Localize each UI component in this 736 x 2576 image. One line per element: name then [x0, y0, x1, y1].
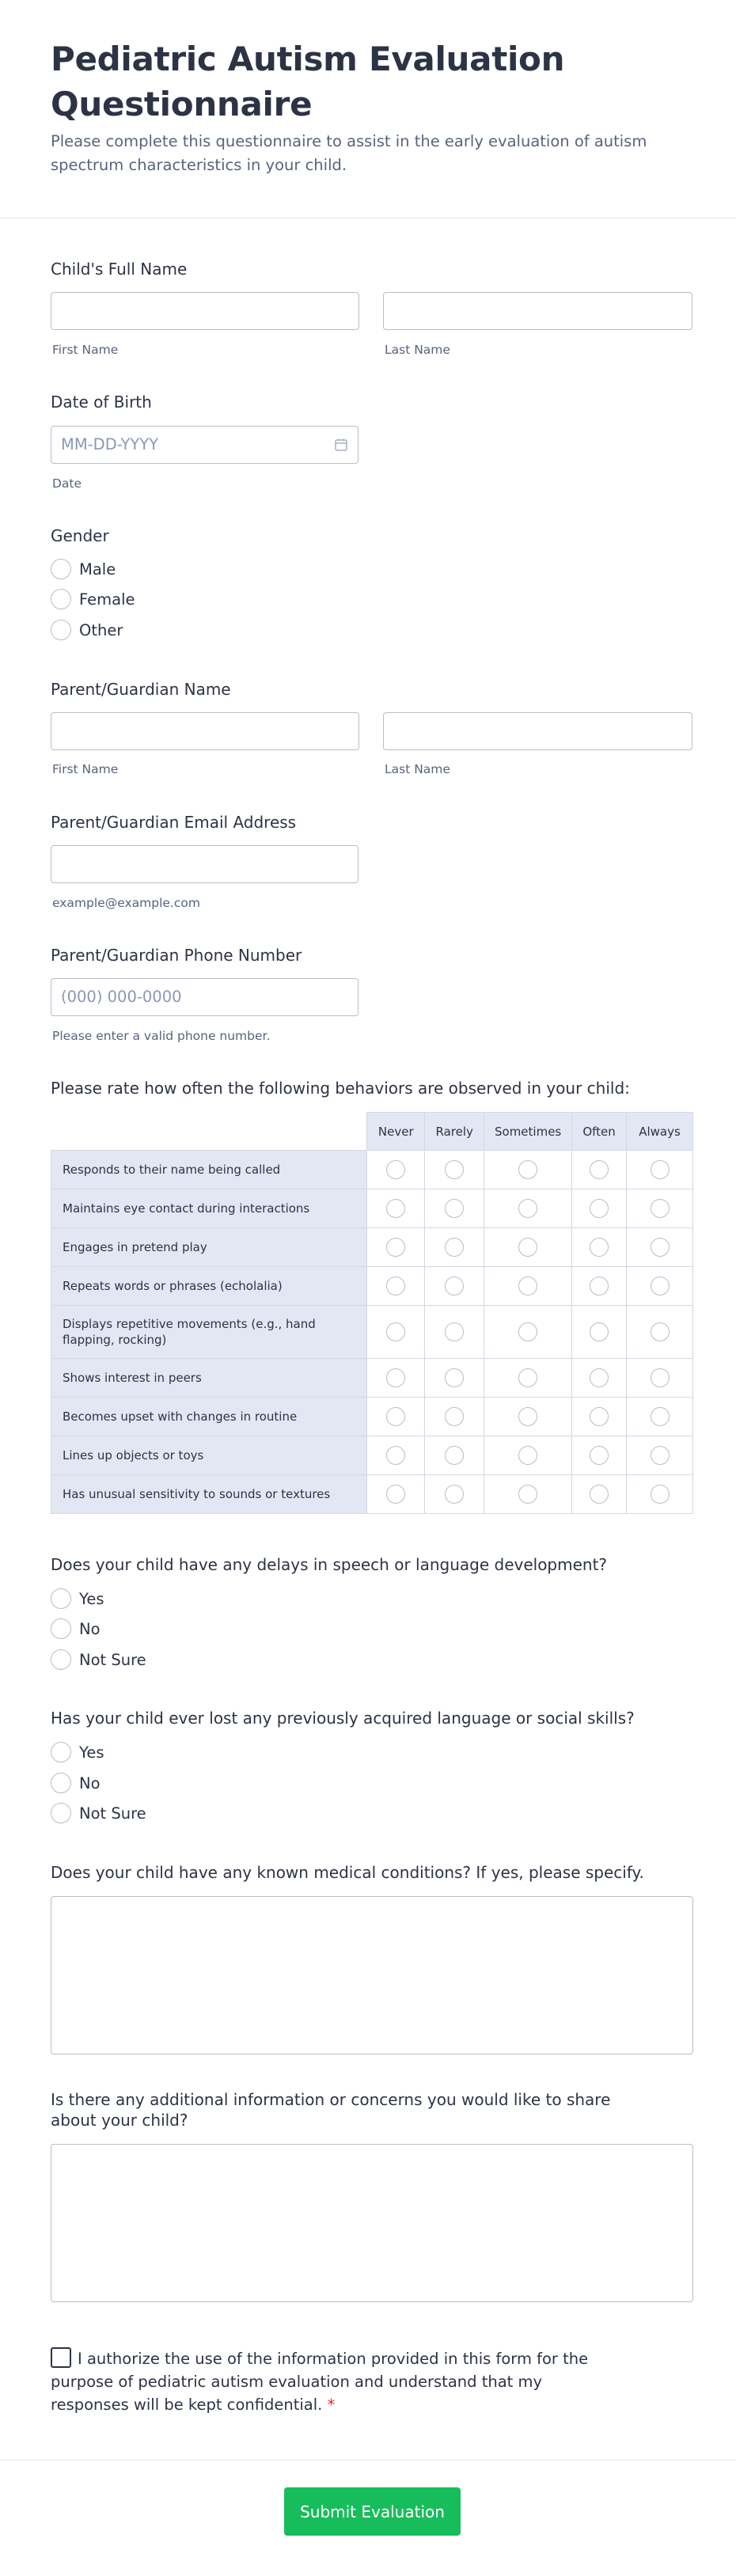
matrix-cell: [484, 1228, 572, 1267]
matrix-radio-button[interactable]: [590, 1238, 609, 1257]
matrix-radio-button[interactable]: [386, 1277, 405, 1296]
matrix-row-label: Shows interest in peers: [51, 1359, 367, 1398]
matrix-cell: [572, 1398, 627, 1436]
matrix-cell: [627, 1475, 693, 1514]
matrix-radio-button[interactable]: [651, 1407, 670, 1426]
child-last-name-input[interactable]: [383, 292, 692, 330]
matrix-row: [51, 1475, 693, 1514]
matrix-cell: [425, 1228, 484, 1267]
matrix-radio-button[interactable]: [386, 1322, 405, 1341]
guardian-email-input[interactable]: [51, 845, 359, 883]
child-first-name-sublabel: First Name: [52, 343, 119, 357]
matrix-cell: [627, 1359, 693, 1398]
matrix-row: [51, 1359, 693, 1398]
matrix-radio-button[interactable]: [445, 1322, 464, 1341]
guardian-first-name-sublabel: First Name: [52, 762, 119, 776]
matrix-row: [51, 1228, 693, 1267]
matrix-cell: [572, 1267, 627, 1306]
matrix-radio-button[interactable]: [445, 1277, 464, 1296]
matrix-cell: [627, 1228, 693, 1267]
consent-row: [51, 2347, 605, 2416]
matrix-col-never: Never: [367, 1113, 425, 1151]
matrix-cell: [572, 1189, 627, 1228]
matrix-radio-button[interactable]: [518, 1277, 537, 1296]
child-name-label: Child's Full Name: [51, 260, 188, 279]
matrix-cell: [572, 1359, 627, 1398]
matrix-cell: [627, 1189, 693, 1228]
matrix-cell: [484, 1398, 572, 1436]
matrix-row-label: Lines up objects or toys: [51, 1436, 367, 1475]
matrix-cell: [367, 1151, 425, 1189]
matrix-radio-button[interactable]: [590, 1199, 609, 1218]
matrix-radio-button[interactable]: [518, 1485, 537, 1504]
radio-button[interactable]: [51, 1649, 71, 1670]
matrix-col-rarely: Rarely: [425, 1113, 484, 1151]
medical-conditions-textarea[interactable]: [51, 1896, 693, 2054]
matrix-cell: [425, 1267, 484, 1306]
matrix-row-label: Responds to their name being called: [51, 1151, 367, 1189]
matrix-radio-button[interactable]: [651, 1446, 670, 1465]
page-description: Please complete this questionnaire to assist in the early evaluation of autism spectrum characteristics in your child.: [51, 132, 647, 174]
matrix-cell: [367, 1475, 425, 1514]
matrix-cell: [627, 1151, 693, 1189]
dob-label: Date of Birth: [51, 393, 152, 412]
matrix-cell: [572, 1436, 627, 1475]
matrix-cell: [425, 1151, 484, 1189]
consent-text: I authorize the use of the information provided in this form for the purpose of pediatric autism evaluation and understand that my responses will be kept confidential.: [51, 2350, 589, 2414]
matrix-cell: [425, 1359, 484, 1398]
matrix-radio-button[interactable]: [518, 1160, 537, 1179]
matrix-col-sometimes: Sometimes: [484, 1113, 572, 1151]
matrix-cell: [425, 1475, 484, 1514]
matrix-radio-button[interactable]: [445, 1485, 464, 1504]
matrix-radio-button[interactable]: [590, 1277, 609, 1296]
gender-label: Gender: [51, 526, 109, 545]
matrix-row: [51, 1398, 693, 1436]
matrix-cell: [484, 1359, 572, 1398]
child-first-name-input[interactable]: [51, 292, 359, 330]
matrix-cell: [367, 1436, 425, 1475]
matrix-corner: [51, 1113, 367, 1151]
matrix-radio-button[interactable]: [651, 1368, 670, 1387]
matrix-radio-button[interactable]: [590, 1322, 609, 1341]
matrix-cell: [627, 1436, 693, 1475]
matrix-radio-button[interactable]: [386, 1368, 405, 1387]
matrix-row: [51, 1306, 693, 1359]
behavior-matrix-label: Please rate how often the following behaviors are observed in your child:: [51, 1079, 630, 1098]
matrix-radio-button[interactable]: [651, 1160, 670, 1179]
radio-button[interactable]: [51, 1618, 71, 1639]
matrix-radio-button[interactable]: [518, 1446, 537, 1465]
medical-conditions-label: Does your child have any known medical conditions? If yes, please specify.: [51, 1863, 644, 1882]
matrix-cell: [367, 1267, 425, 1306]
additional-info-label: Is there any additional information or concerns you would like to share about your child?: [51, 2090, 611, 2130]
lost-skills-option-no[interactable]: No: [51, 1772, 101, 1794]
matrix-cell: [627, 1398, 693, 1436]
gender-option-female[interactable]: Female: [51, 588, 135, 610]
radio-button[interactable]: [51, 1742, 71, 1762]
matrix-cell: [484, 1267, 572, 1306]
matrix-radio-button[interactable]: [651, 1199, 670, 1218]
matrix-row-label: Has unusual sensitivity to sounds or textures: [51, 1475, 367, 1514]
matrix-row: [51, 1189, 693, 1228]
matrix-cell: [572, 1228, 627, 1267]
dob-input[interactable]: [51, 426, 359, 464]
matrix-col-often: Often: [572, 1113, 627, 1151]
matrix-radio-button[interactable]: [386, 1199, 405, 1218]
lost-skills-label: Has your child ever lost any previously acquired language or social skills?: [51, 1709, 635, 1728]
additional-info-textarea[interactable]: [51, 2144, 693, 2302]
matrix-row: [51, 1267, 693, 1306]
matrix-radio-button[interactable]: [445, 1199, 464, 1218]
matrix-cell: [367, 1306, 425, 1359]
radio-button[interactable]: [51, 1803, 71, 1823]
matrix-radio-button[interactable]: [518, 1322, 537, 1341]
matrix-radio-button[interactable]: [651, 1277, 670, 1296]
matrix-radio-button[interactable]: [590, 1160, 609, 1179]
guardian-phone-input[interactable]: [51, 978, 359, 1016]
guardian-phone-label: Parent/Guardian Phone Number: [51, 946, 302, 965]
matrix-radio-button[interactable]: [445, 1446, 464, 1465]
guardian-email-sublabel: example@example.com: [52, 896, 200, 910]
lost-skills-option-yes[interactable]: Yes: [51, 1741, 104, 1763]
radio-button[interactable]: [51, 1588, 71, 1609]
matrix-cell: [627, 1306, 693, 1359]
speech-delay-option-yes[interactable]: Yes: [51, 1588, 104, 1610]
matrix-row-label: Repeats words or phrases (echolalia): [51, 1267, 367, 1306]
radio-button[interactable]: [51, 620, 71, 640]
matrix-cell: [484, 1151, 572, 1189]
dob-sublabel: Date: [52, 476, 82, 491]
matrix-cell: [367, 1189, 425, 1228]
matrix-radio-button[interactable]: [386, 1407, 405, 1426]
matrix-radio-button[interactable]: [590, 1485, 609, 1504]
matrix-row-label: Displays repetitive movements (e.g., hand flapping, rocking): [51, 1306, 367, 1359]
radio-button[interactable]: [51, 1773, 71, 1793]
guardian-last-name-input[interactable]: [383, 712, 692, 750]
matrix-cell: [425, 1436, 484, 1475]
dob-placeholder: MM-DD-YYYY: [61, 435, 159, 453]
matrix-radio-button[interactable]: [445, 1160, 464, 1179]
matrix-cell: [425, 1306, 484, 1359]
guardian-email-label: Parent/Guardian Email Address: [51, 813, 297, 832]
matrix-cell: [367, 1398, 425, 1436]
matrix-cell: [484, 1189, 572, 1228]
speech-delay-option-no[interactable]: No: [51, 1618, 101, 1640]
matrix-row-label: Becomes upset with changes in routine: [51, 1398, 367, 1436]
matrix-radio-button[interactable]: [518, 1199, 537, 1218]
matrix-row: [51, 1151, 693, 1189]
matrix-radio-button[interactable]: [651, 1238, 670, 1257]
matrix-row-label: Engages in pretend play: [51, 1228, 367, 1267]
radio-button[interactable]: [51, 589, 71, 609]
matrix-radio-button[interactable]: [518, 1238, 537, 1257]
matrix-radio-button[interactable]: [386, 1485, 405, 1504]
matrix-cell: [425, 1189, 484, 1228]
matrix-cell: [572, 1475, 627, 1514]
matrix-radio-button[interactable]: [445, 1407, 464, 1426]
page-title: Pediatric Autism Evaluation Questionnaire: [51, 40, 565, 123]
guardian-phone-sublabel: Please enter a valid phone number.: [52, 1029, 271, 1043]
gender-option-other[interactable]: Other: [51, 619, 123, 641]
matrix-radio-button[interactable]: [651, 1322, 670, 1341]
matrix-cell: [425, 1398, 484, 1436]
gender-option-male[interactable]: Male: [51, 558, 116, 580]
matrix-cell: [484, 1436, 572, 1475]
matrix-radio-button[interactable]: [386, 1446, 405, 1465]
matrix-radio-button[interactable]: [386, 1238, 405, 1257]
child-last-name-sublabel: Last Name: [385, 343, 450, 357]
matrix-radio-button[interactable]: [386, 1160, 405, 1179]
guardian-name-label: Parent/Guardian Name: [51, 680, 231, 699]
matrix-radio-button[interactable]: [445, 1368, 464, 1387]
matrix-radio-button[interactable]: [651, 1485, 670, 1504]
calendar-icon[interactable]: [334, 438, 348, 452]
form-header: [0, 0, 736, 218]
phone-placeholder: (000) 000-0000: [61, 988, 182, 1006]
matrix-row-label: Maintains eye contact during interactions: [51, 1189, 367, 1228]
matrix-radio-button[interactable]: [590, 1368, 609, 1387]
matrix-col-always: Always: [627, 1113, 693, 1151]
radio-button[interactable]: [51, 559, 71, 579]
speech-delay-option-not-sure[interactable]: Not Sure: [51, 1648, 146, 1671]
required-mark: *: [327, 2396, 336, 2414]
matrix-radio-button[interactable]: [590, 1407, 609, 1426]
matrix-row: [51, 1436, 693, 1475]
guardian-last-name-sublabel: Last Name: [385, 762, 450, 776]
guardian-first-name-input[interactable]: [51, 712, 359, 750]
matrix-cell: [572, 1151, 627, 1189]
speech-delay-label: Does your child have any delays in speech or language development?: [51, 1555, 608, 1574]
submit-button[interactable]: Submit Evaluation: [284, 2487, 461, 2536]
lost-skills-option-not-sure[interactable]: Not Sure: [51, 1802, 146, 1824]
matrix-radio-button[interactable]: [518, 1407, 537, 1426]
matrix-cell: [572, 1306, 627, 1359]
matrix-cell: [484, 1306, 572, 1359]
matrix-radio-button[interactable]: [445, 1238, 464, 1257]
behavior-matrix: [51, 1112, 693, 1514]
consent-checkbox[interactable]: [51, 2347, 71, 2368]
matrix-cell: [367, 1228, 425, 1267]
matrix-radio-button[interactable]: [590, 1446, 609, 1465]
matrix-radio-button[interactable]: [518, 1368, 537, 1387]
matrix-cell: [627, 1267, 693, 1306]
matrix-cell: [367, 1359, 425, 1398]
matrix-cell: [484, 1475, 572, 1514]
